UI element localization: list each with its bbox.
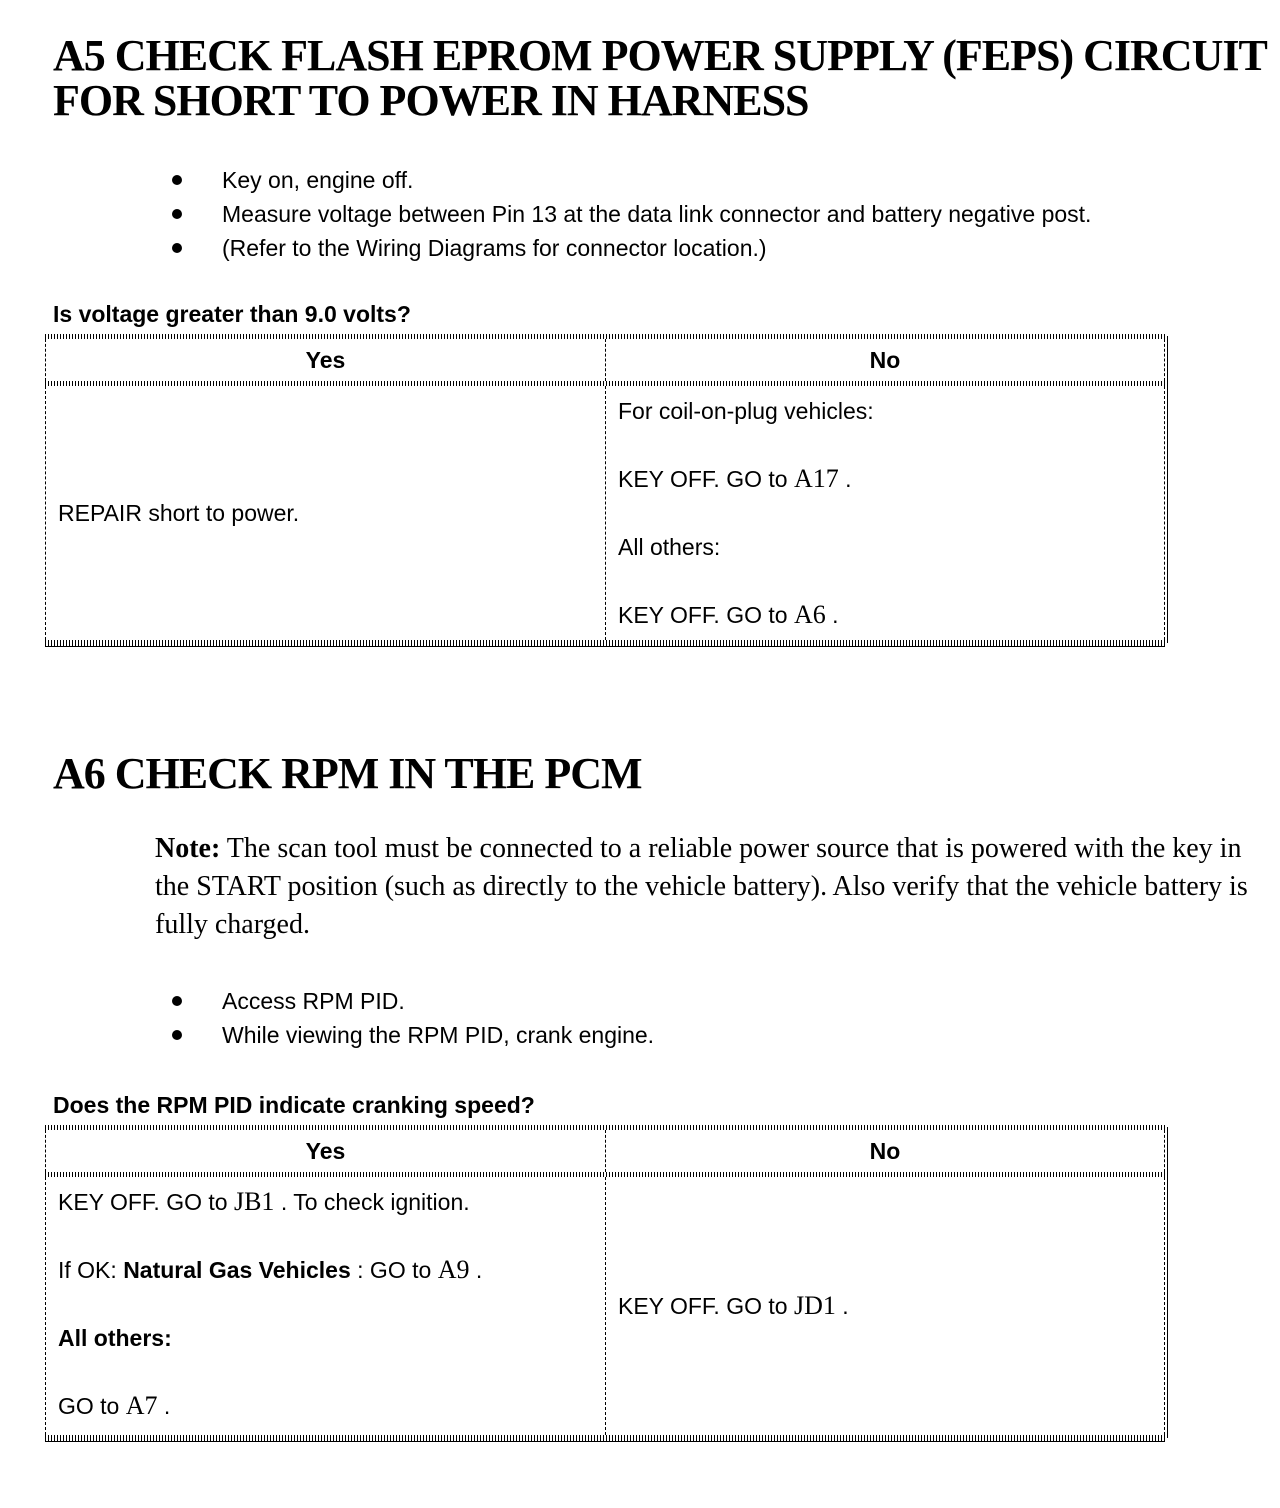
bullet-icon (172, 175, 182, 185)
action-text: If OK: (58, 1257, 124, 1283)
action-text: KEY OFF. GO to (618, 602, 794, 628)
action-text: : GO to (350, 1257, 438, 1283)
table-header-no: No (605, 339, 1165, 381)
bullet-icon (172, 209, 182, 219)
link-ref-a17[interactable]: A17 (793, 464, 839, 493)
link-ref-a9[interactable]: A9 (437, 1255, 470, 1284)
no-cell (605, 1177, 1165, 1435)
table-header-yes: Yes (45, 339, 605, 381)
table-header-no: No (605, 1130, 1165, 1172)
link-ref-a7[interactable]: A7 (125, 1391, 158, 1420)
yes-cell (45, 1177, 605, 1435)
bullet-text: Access RPM PID. (222, 988, 405, 1014)
bullet-text: (Refer to the Wiring Diagrams for connector location.) (222, 235, 767, 261)
bullet-item (222, 1018, 1182, 1052)
no-cell-text (618, 1289, 849, 1323)
note-text: The scan tool must be connected to a reliable power source that is powered with the key in the START position (such as directly to the vehicle battery). Also verify that the vehicle battery is fully charged. (155, 833, 1248, 940)
bullet-icon (172, 243, 182, 253)
no-cell-paragraph: All others: (618, 534, 721, 560)
no-cell-paragraph (618, 462, 1152, 496)
heading-a5-line2: FOR SHORT TO POWER IN HARNESS (53, 76, 809, 125)
action-text: GO to (58, 1393, 126, 1419)
yes-cell-paragraph (58, 1321, 593, 1355)
action-text: . (157, 1393, 171, 1419)
no-cell-paragraph: For coil-on-plug vehicles: (618, 398, 874, 424)
note-label: Note: (155, 833, 221, 864)
yes-cell-paragraph (58, 1253, 593, 1287)
decision-table-a5 (45, 334, 1165, 647)
yes-cell-paragraph (58, 1389, 593, 1423)
heading-a6-line1: A6 CHECK RPM IN THE PCM (53, 749, 642, 798)
a5-bullet-list (0, 163, 1280, 265)
bullet-text: Key on, engine off. (222, 167, 414, 193)
section-a5-heading (53, 0, 1280, 123)
note-paragraph (155, 830, 1255, 944)
bullet-text: While viewing the RPM PID, crank engine. (222, 1022, 655, 1048)
action-text: KEY OFF. GO to (58, 1189, 234, 1215)
question-a6: Does the RPM PID indicate cranking speed? (53, 1092, 535, 1118)
action-text: . (835, 1293, 849, 1319)
bullet-item (222, 231, 1182, 265)
bullet-icon (172, 996, 182, 1006)
link-ref-a6[interactable]: A6 (793, 600, 826, 629)
bullet-item (222, 197, 1182, 231)
link-ref-jd1[interactable]: JD1 (793, 1291, 836, 1320)
table-header-row (45, 1130, 1165, 1172)
no-cell (605, 386, 1165, 640)
table-rule-bottom (45, 1435, 1165, 1442)
action-text: . (825, 602, 839, 628)
a6-bullet-list (0, 984, 1280, 1052)
action-text: KEY OFF. GO to (618, 1293, 794, 1319)
yes-cell-text: REPAIR short to power. (58, 500, 300, 526)
emphasis-text: Natural Gas Vehicles (123, 1257, 351, 1283)
yes-cell-paragraph (58, 1185, 593, 1219)
table-header-row (45, 339, 1165, 381)
bullet-icon (172, 1030, 182, 1040)
action-text: . (469, 1257, 483, 1283)
decision-table-a6 (45, 1125, 1165, 1442)
bullet-item (222, 163, 1182, 197)
emphasis-text: All others: (58, 1325, 172, 1351)
table-body-row (45, 1177, 1165, 1435)
no-cell-paragraph (618, 598, 1152, 632)
section-a6-heading (53, 751, 1280, 796)
link-ref-jb1[interactable]: JB1 (233, 1187, 275, 1216)
table-header-yes: Yes (45, 1130, 605, 1172)
action-text: . To check ignition. (274, 1189, 470, 1215)
yes-cell (45, 386, 605, 640)
action-text: KEY OFF. GO to (618, 466, 794, 492)
bullet-item (222, 984, 1182, 1018)
heading-a5-line1: A5 CHECK FLASH EPROM POWER SUPPLY (FEPS) CIRCUIT (53, 31, 1267, 80)
question-a5: Is voltage greater than 9.0 volts? (53, 301, 411, 327)
table-body-row (45, 386, 1165, 640)
bullet-text: Measure voltage between Pin 13 at the data link connector and battery negative post. (222, 201, 1092, 227)
table-rule-bottom (45, 640, 1165, 647)
action-text: . (838, 466, 852, 492)
